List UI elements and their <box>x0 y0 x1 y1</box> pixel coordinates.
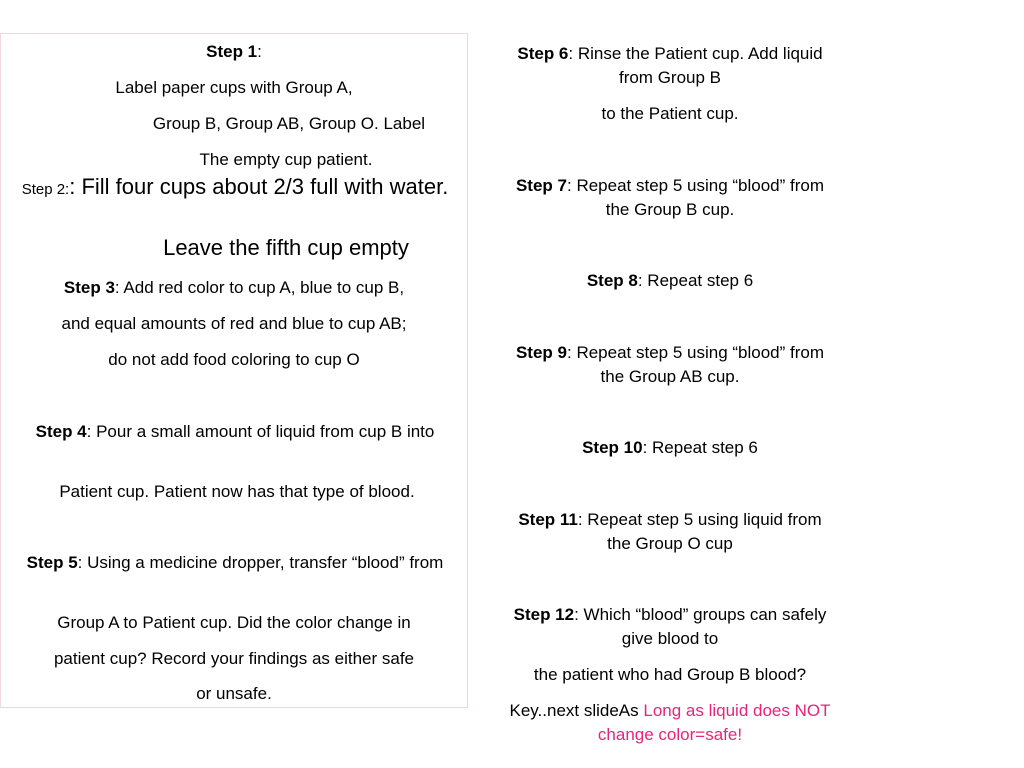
step6-label: Step 6 <box>517 44 569 63</box>
step4-line2: Patient cup. Patient now has that type of blood. <box>59 482 415 501</box>
step3-text: : Add red color to cup A, blue to cup B, <box>114 278 405 297</box>
step4-text: : Pour a small amount of liquid from cup B into <box>86 422 435 441</box>
step6-line2: to the Patient cup. <box>601 104 739 123</box>
step5-line3: patient cup? Record your findings as either safe <box>53 649 415 668</box>
step5-text: : Using a medicine dropper, transfer “blood” from <box>77 553 444 572</box>
step2-line2: Leave the fifth cup empty <box>163 235 409 260</box>
step9-paragraph <box>505 341 835 389</box>
step12-text: : Which “blood” groups can safely give blood to <box>574 605 827 648</box>
step8-label: Step 8 <box>586 271 638 290</box>
step8-text: : Repeat step 6 <box>637 271 754 290</box>
step6-paragraph <box>505 42 835 90</box>
step6-text: : Rinse the Patient cup. Add liquid from Group B <box>568 44 823 87</box>
step10-label: Step 10 <box>582 438 643 457</box>
answer-key-note <box>495 699 845 747</box>
step12-label: Step 12 <box>513 605 575 624</box>
step2-paragraph <box>10 172 460 202</box>
step9-text: : Repeat step 5 using “blood” from the Group AB cup. <box>567 343 825 386</box>
step1-line2: Group B, Group AB, Group O. Label <box>152 114 426 133</box>
step1-line1: Label paper cups with Group A, <box>115 78 353 97</box>
step10-paragraph <box>505 436 835 460</box>
step1-label: Step 1 <box>206 42 258 61</box>
step2-text: : Fill four cups about 2/3 full with water. <box>69 174 449 199</box>
step5-paragraph <box>6 551 464 575</box>
step12-paragraph <box>505 603 835 651</box>
step7-text: : Repeat step 5 using “blood” from the Group B cup. <box>567 176 825 219</box>
step3-label: Step 3 <box>63 278 115 297</box>
step11-label: Step 11 <box>518 510 578 529</box>
step5-label: Step 5 <box>26 553 78 572</box>
step3-paragraph <box>0 276 468 300</box>
step1-heading <box>0 40 468 64</box>
step3-line3: do not add food coloring to cup O <box>108 350 360 369</box>
step8-paragraph <box>505 269 835 293</box>
step11-text: : Repeat step 5 using liquid from the Group O cup <box>577 510 822 553</box>
step1-line3: The empty cup patient. <box>199 150 373 169</box>
step10-text: : Repeat step 6 <box>642 438 758 457</box>
key-highlight: Long as liquid does NOT change color=safe! <box>597 701 831 744</box>
step3-line2: and equal amounts of red and blue to cup AB; <box>61 314 407 333</box>
step4-paragraph <box>10 420 460 444</box>
step7-paragraph <box>505 174 835 222</box>
step2-label: Step 2: <box>21 181 70 198</box>
step5-line4: or unsafe. <box>196 684 272 703</box>
step11-paragraph <box>505 508 835 556</box>
step12-line2: the patient who had Group B blood? <box>533 665 807 684</box>
step7-label: Step 7 <box>515 176 567 195</box>
step5-line2: Group A to Patient cup. Did the color change in <box>57 613 411 632</box>
step4-label: Step 4 <box>35 422 87 441</box>
step1-colon: : <box>257 42 262 61</box>
key-text: Key..next slideAs <box>509 701 644 720</box>
step9-label: Step 9 <box>515 343 567 362</box>
